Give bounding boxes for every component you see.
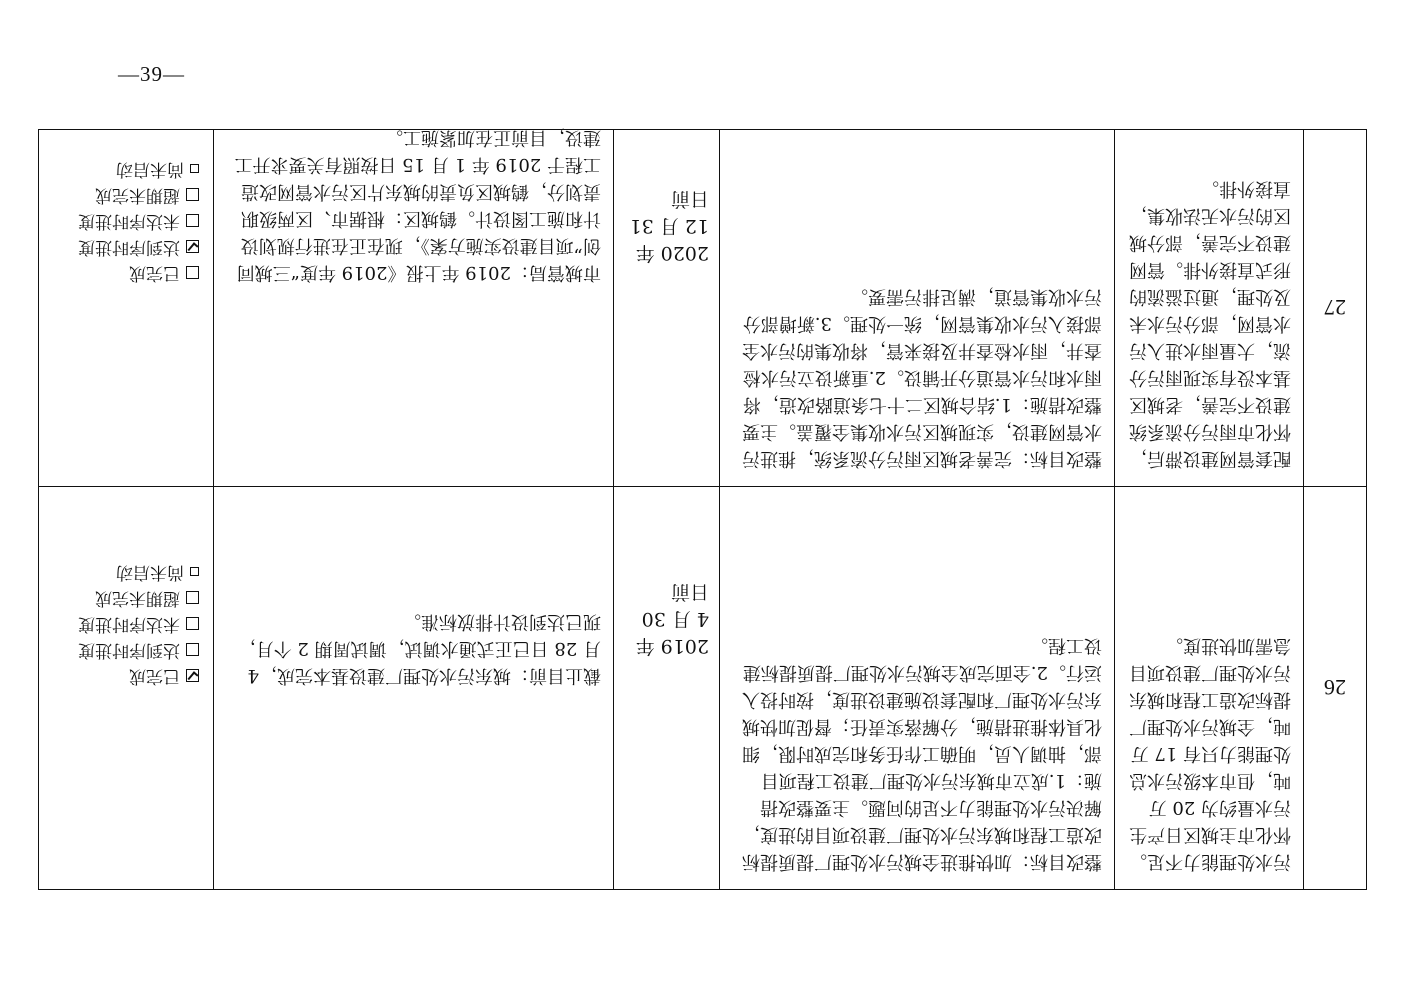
rectification-table bbox=[38, 129, 1367, 890]
status-option bbox=[53, 156, 199, 182]
empty-box-icon bbox=[190, 568, 199, 577]
status-option bbox=[53, 637, 199, 663]
table-row bbox=[39, 487, 1367, 890]
empty-box-icon bbox=[186, 267, 199, 280]
measures-cell bbox=[720, 487, 1115, 890]
progress-cell bbox=[214, 127, 614, 487]
empty-box-icon bbox=[186, 618, 199, 631]
table-row bbox=[39, 130, 1367, 487]
problem-text: 污水处理能力不足。怀化市主城区日产生污水量约为 20 万吨，但市本级污水总处理能力只有 17 万吨，全城污水处理厂提标改造工程和城东污水处理厂建设项目急需加快进度。 bbox=[1129, 635, 1291, 872]
status-option bbox=[53, 559, 199, 585]
row-number-cell bbox=[1304, 487, 1367, 890]
status-cell bbox=[39, 130, 214, 487]
empty-box-icon bbox=[186, 644, 199, 657]
deadline-text: 2019 年 4 月 30 日前 bbox=[635, 581, 709, 657]
status-option-label: 未达序时进度 bbox=[78, 211, 180, 231]
empty-box-icon bbox=[190, 165, 199, 174]
status-option bbox=[53, 208, 199, 234]
status-option-label: 超期未完成 bbox=[95, 588, 180, 608]
page-number: —39— bbox=[118, 62, 185, 86]
status-options bbox=[53, 559, 199, 689]
measures-text: 整改目标：完善老城区雨污分流系统，推进污水管网建设，实现城区污水收集全覆盖。主要整改措施：1.结合城区二十七条道路改造，将雨水和污水管道分开铺设。2.重新设立污水检查井，雨水检查井及接来管，将收集的污水全部接入污水收集管网，统一处理。3.新增部分污水收集管道，满足排污需要。 bbox=[742, 286, 1102, 469]
measures-cell bbox=[720, 130, 1115, 487]
empty-box-icon bbox=[186, 592, 199, 605]
status-options bbox=[53, 156, 199, 286]
problem-cell bbox=[1115, 130, 1304, 487]
empty-box-icon bbox=[186, 215, 199, 228]
row-number-text: 27 bbox=[1324, 295, 1346, 321]
status-option-label: 尚未启动 bbox=[116, 562, 184, 582]
status-option-label: 已完成 bbox=[129, 666, 180, 686]
progress-cell bbox=[214, 487, 614, 890]
checked-box-icon bbox=[186, 670, 199, 683]
status-option-label: 已完成 bbox=[129, 263, 180, 283]
status-option bbox=[53, 585, 199, 611]
status-option bbox=[53, 234, 199, 260]
status-option bbox=[53, 663, 199, 689]
progress-text: 截止目前：城东污水处理厂建设基本完成，4 月 28 日已正式通水调试，调试周期 2 个月，现已达到设计排放标准。 bbox=[237, 611, 601, 686]
row-number-cell bbox=[1304, 130, 1367, 487]
status-option-label: 尚未启动 bbox=[116, 159, 184, 179]
status-option-label: 达到序时进度 bbox=[78, 237, 180, 257]
status-cell bbox=[39, 487, 214, 890]
empty-box-icon bbox=[186, 189, 199, 202]
row-number-text: 26 bbox=[1324, 675, 1346, 701]
progress-text: 市城管局：2019 年上报《2019 年度“三城同创”项目建设实施方案》，现在正在进行规划设计和施工图设计。鹤城区：根据市、区两级职责划分，鹤城区负责的城东片区污水管网改造工程于 2019 年 1 月 15 日按照有关要求开工建设，目前正在加紧施工。 bbox=[234, 127, 601, 283]
status-option bbox=[53, 611, 199, 637]
problem-text: 配套管网建设滞后，怀化市雨污分流系统建设不完善，老城区基本没有实现雨污分流，大量雨水进入污水管网，部分污水未及处理，通过溢流的形式直接外排。管网建设不完善，部分城区的污水无法收集，直接外排。 bbox=[1129, 178, 1291, 469]
status-option bbox=[53, 182, 199, 208]
status-option-label: 未达序时进度 bbox=[78, 614, 180, 634]
status-option-label: 超期未完成 bbox=[95, 185, 180, 205]
status-option-label: 达到序时进度 bbox=[78, 640, 180, 660]
checked-box-icon bbox=[186, 241, 199, 254]
measures-text: 整改目标：加快推进全城污水处理厂提质提标改造工程和城东污水处理厂建设项目的进度，解决污水处理能力不足的问题。主要整改措施：1.成立市城东污水处理厂建设工程项目部，抽调人员，明确工作任务和完成时限，细化具体推进措施，分解落实责任；督促加快城东污水处理厂和配套设施建设进度，按时投入运行。2.全面完成全城污水处理厂提质提标建设工程。 bbox=[742, 635, 1102, 872]
deadline-cell bbox=[614, 487, 720, 890]
problem-cell bbox=[1115, 487, 1304, 890]
deadline-text: 2020 年 12 月 31 日前 bbox=[629, 188, 709, 264]
deadline-cell bbox=[614, 130, 720, 487]
status-option bbox=[53, 260, 199, 286]
